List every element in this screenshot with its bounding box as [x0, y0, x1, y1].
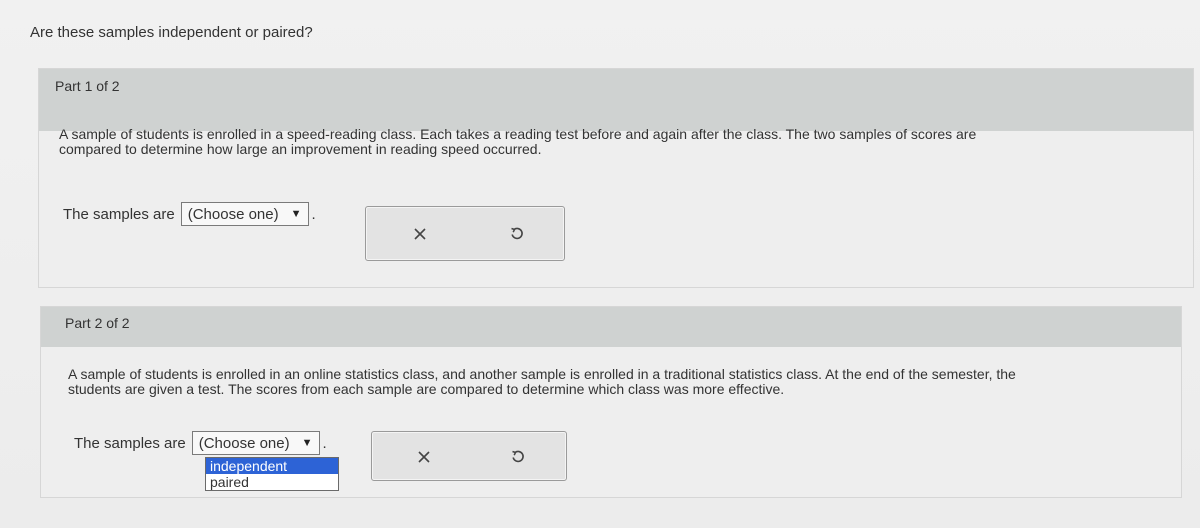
- part-2-text-line-2: students are given a test. The scores from each sample are compared to determine which class was more effective.: [68, 381, 785, 397]
- part-2-answer-label: The samples are: [74, 434, 186, 452]
- part-1-tool-box: [365, 206, 565, 261]
- close-icon[interactable]: [413, 446, 435, 468]
- undo-icon[interactable]: [507, 446, 529, 468]
- part-2-answer-row: [74, 431, 327, 455]
- dropdown-arrow-icon: ▼: [301, 437, 313, 449]
- part-1-text-line-2: compared to determine how large an improvement in reading speed occurred.: [59, 141, 542, 157]
- undo-icon[interactable]: [506, 223, 528, 245]
- option-independent[interactable]: independent: [206, 458, 338, 474]
- part-2-tool-box: [371, 431, 567, 481]
- part-1-text-line-1: A sample of students is enrolled in a speed-reading class. Each takes a reading test before and again after the class. The two samples of scores are: [59, 126, 977, 142]
- part-1-panel: [38, 68, 1194, 288]
- part-1-period: .: [311, 205, 316, 223]
- part-2-title: Part 2 of 2: [65, 315, 130, 331]
- part-2-header: [41, 307, 1181, 347]
- dropdown-arrow-icon: ▼: [290, 208, 302, 220]
- part-2-panel: [40, 306, 1182, 498]
- part-2-text: [68, 367, 1016, 397]
- part-1-answer-row: [63, 202, 316, 226]
- close-icon[interactable]: [409, 223, 431, 245]
- option-paired[interactable]: paired: [210, 474, 249, 490]
- part-1-header: [39, 69, 1193, 131]
- part-2-dropdown-list: [205, 457, 339, 491]
- part-1-select[interactable]: [181, 202, 309, 226]
- part-2-period: .: [322, 434, 327, 452]
- question-title: Are these samples independent or paired?: [30, 24, 313, 41]
- part-2-select[interactable]: [192, 431, 320, 455]
- part-1-select-value: (Choose one): [187, 205, 279, 223]
- part-1-text: [59, 127, 976, 157]
- part-1-answer-label: The samples are: [63, 205, 175, 223]
- part-2-select-value: (Choose one): [198, 434, 290, 452]
- part-2-text-line-1: A sample of students is enrolled in an online statistics class, and another sample is enrolled in a traditional statistics class. At the end of the semester, the: [68, 366, 1016, 382]
- part-1-title: Part 1 of 2: [55, 78, 120, 94]
